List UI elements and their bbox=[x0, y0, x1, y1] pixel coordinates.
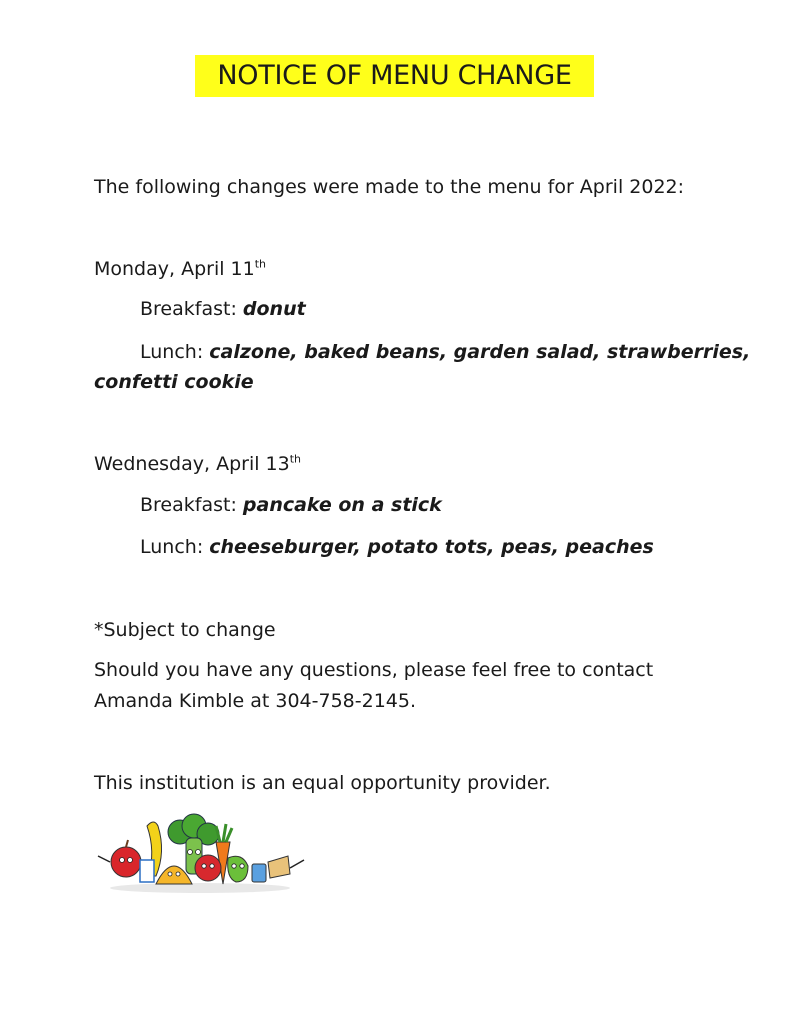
contact-text-line2: Amanda Kimble at 304-758-2145. bbox=[94, 690, 417, 712]
food-characters-clipart bbox=[92, 812, 308, 896]
wednesday-lunch: Lunch: cheeseburger, potato tots, peas, peaches bbox=[140, 536, 654, 558]
disclaimer-text: *Subject to change bbox=[94, 619, 276, 641]
wednesday-breakfast: Breakfast: pancake on a stick bbox=[140, 494, 442, 516]
day-heading-wednesday: Wednesday, April 13th bbox=[94, 452, 302, 475]
intro-text: The following changes were made to the menu for April 2022: bbox=[94, 176, 685, 198]
day-heading-monday: Monday, April 11th bbox=[94, 257, 267, 280]
monday-breakfast: Breakfast: donut bbox=[140, 298, 306, 320]
monday-lunch-continued: confetti cookie bbox=[94, 371, 254, 393]
notice-title: NOTICE OF MENU CHANGE bbox=[195, 55, 594, 97]
monday-lunch: Lunch: calzone, baked beans, garden salad, strawberries, bbox=[140, 341, 751, 363]
contact-text-line1: Should you have any questions, please feel free to contact bbox=[94, 659, 654, 681]
equal-opportunity-statement: This institution is an equal opportunity provider. bbox=[94, 772, 551, 794]
